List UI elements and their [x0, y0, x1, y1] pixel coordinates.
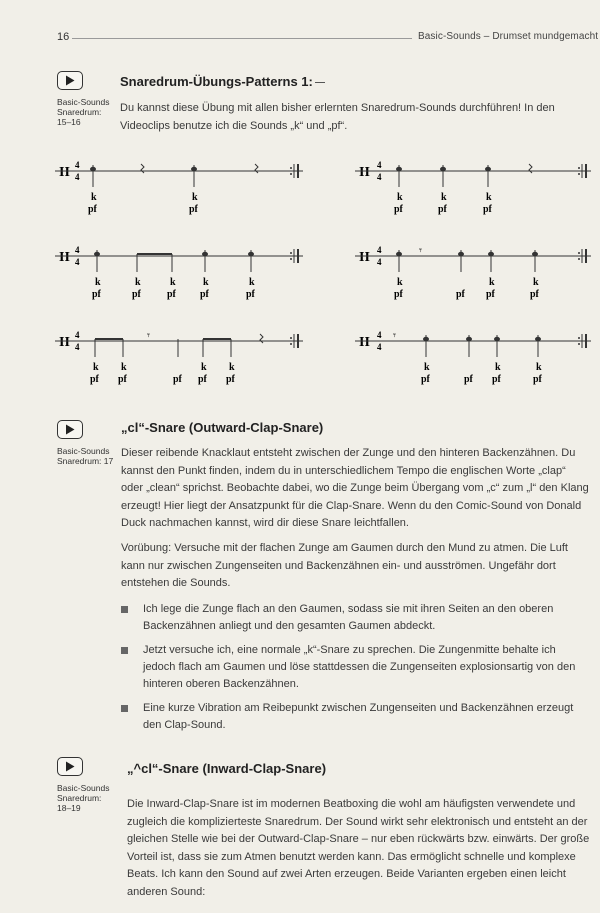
- time-sig-bottom: 4: [377, 257, 382, 267]
- svg-text:II: II: [59, 165, 70, 180]
- note-label-k: k: [249, 277, 255, 288]
- bullet-square-icon: [121, 705, 128, 712]
- video-play-button[interactable]: [57, 420, 83, 439]
- rhythm-pattern-3: [55, 240, 305, 300]
- running-title: Basic-Sounds – Drumset mundgemacht: [418, 31, 599, 42]
- note-label-pf: pf: [118, 374, 127, 385]
- inward-clap-description: Die Inward-Clap-Snare ist im modernen Beatboxing die wohl am häufigsten verwendete und zugleich die komplizierteste Snaredrum. Der Sound wirkt sehr elektronisch und entsteht an der gleichen Stelle wie bei der Outward-Clap-Snare – nur eben rückwärts bzw. einwärts. Der große Vorteil ist, dass sie zum Atmen benutzt werden kann. Das ermöglicht schnelle und komplexe Beats. Ich kann den Sound auf zwei Arten erzeugen. Beide Varianten ergeben einen leicht anderen Sound:: [127, 798, 590, 898]
- note-label-pf: pf: [438, 204, 447, 215]
- note-label-k: k: [441, 192, 447, 203]
- section-heading-inward-clap: „^cl“-Snare (Inward-Clap-Snare): [127, 761, 327, 776]
- video-play-button[interactable]: [57, 71, 83, 90]
- note-label-pf: pf: [200, 289, 209, 300]
- svg-text:𝄾: 𝄾: [393, 330, 396, 342]
- time-sig-top: 4: [75, 245, 80, 255]
- note-label-k: k: [495, 362, 501, 373]
- bullet-square-icon: [121, 606, 128, 613]
- note-label-k: k: [170, 277, 176, 288]
- note-label-pf: pf: [132, 289, 141, 300]
- note-label-k: k: [533, 277, 539, 288]
- play-icon: [65, 424, 75, 435]
- patterns-intro: Du kannst diese Übung mit allen bisher erlernten Snaredrum-Sounds durchführen! In den Videoclips benutze ich die Sounds „k“ und „pf“.: [120, 102, 555, 132]
- note-label-k: k: [486, 192, 492, 203]
- svg-text:𝄾: 𝄾: [419, 245, 422, 257]
- bullet-square-icon: [121, 647, 128, 654]
- note-label-pf: pf: [421, 374, 430, 385]
- video-reference: Basic-Sounds Snaredrum: 17: [57, 446, 114, 466]
- svg-text:II: II: [359, 250, 370, 265]
- note-label-pf: pf: [456, 289, 465, 300]
- note-label-pf: pf: [533, 374, 542, 385]
- svg-text:II: II: [359, 335, 370, 350]
- note-label-pf: pf: [483, 204, 492, 215]
- section-heading-patterns: Snaredrum-Übungs-Patterns 1:: [120, 74, 325, 89]
- rhythm-pattern-1: [55, 155, 305, 215]
- time-sig-bottom: 4: [75, 342, 80, 352]
- time-sig-bottom: 4: [377, 172, 382, 182]
- note-label-pf: pf: [464, 374, 473, 385]
- note-label-k: k: [95, 277, 101, 288]
- time-sig-top: 4: [377, 245, 382, 255]
- time-sig-top: 4: [377, 330, 382, 340]
- play-icon: [65, 761, 75, 772]
- svg-text:II: II: [59, 250, 70, 265]
- note-label-k: k: [397, 192, 403, 203]
- note-label-k: k: [121, 362, 127, 373]
- page-number: 16: [57, 31, 70, 43]
- instruction-list: [121, 601, 589, 741]
- note-label-k: k: [229, 362, 235, 373]
- section-heading-outward-clap: „cl“-Snare (Outward-Clap-Snare): [121, 420, 324, 435]
- time-sig-top: 4: [75, 160, 80, 170]
- note-label-k: k: [93, 362, 99, 373]
- note-label-k: k: [536, 362, 542, 373]
- time-sig-bottom: 4: [75, 172, 80, 182]
- video-play-button[interactable]: [57, 757, 83, 776]
- note-label-pf: pf: [92, 289, 101, 300]
- rhythm-pattern-5: [55, 325, 305, 387]
- play-icon: [65, 75, 75, 86]
- note-label-pf: pf: [167, 289, 176, 300]
- note-label-pf: pf: [394, 204, 403, 215]
- preliminary-exercise: Vorübung: Versuche mit der flachen Zunge am Gaumen durch den Mund zu atmen. Die Luft kann nur zwischen Zungenseiten und Backenzähnen ein- und ausströmen. Ungefähr dort entstehen die Sounds.: [121, 542, 568, 589]
- note-label-k: k: [424, 362, 430, 373]
- note-label-k: k: [192, 192, 198, 203]
- note-label-k: k: [135, 277, 141, 288]
- time-sig-bottom: 4: [377, 342, 382, 352]
- note-label-pf: pf: [226, 374, 235, 385]
- time-sig-top: 4: [377, 160, 382, 170]
- video-reference: Basic-Sounds Snaredrum: 15–16: [57, 97, 110, 127]
- time-sig-bottom: 4: [75, 257, 80, 267]
- note-label-pf: pf: [492, 374, 501, 385]
- rhythm-pattern-6: [355, 325, 595, 387]
- svg-text:𝄾: 𝄾: [147, 330, 150, 342]
- note-label-pf: pf: [88, 204, 97, 215]
- header-rule: [72, 38, 412, 39]
- note-label-pf: pf: [90, 374, 99, 385]
- note-label-pf: pf: [530, 289, 539, 300]
- note-label-k: k: [91, 192, 97, 203]
- video-reference: Basic-Sounds Snaredrum: 18–19: [57, 783, 110, 813]
- rhythm-pattern-2: [355, 155, 595, 215]
- time-sig-top: 4: [75, 330, 80, 340]
- note-label-pf: pf: [246, 289, 255, 300]
- note-label-pf: pf: [198, 374, 207, 385]
- rhythm-pattern-4: [355, 240, 595, 300]
- svg-text:II: II: [359, 165, 370, 180]
- list-item: Ich lege die Zunge flach an den Gaumen, sodass sie mit ihren Seiten an den oberen Backenzähnen anliegt und den gesamten Gaumen abdeckt.: [121, 601, 589, 635]
- note-label-pf: pf: [394, 289, 403, 300]
- note-label-k: k: [489, 277, 495, 288]
- svg-text:II: II: [59, 335, 70, 350]
- note-label-pf: pf: [486, 289, 495, 300]
- note-label-k: k: [397, 277, 403, 288]
- note-label-k: k: [203, 277, 209, 288]
- note-label-k: k: [201, 362, 207, 373]
- list-item: Jetzt versuche ich, eine normale „k“-Snare zu sprechen. Die Zungenmitte behalte ich jedoch flach am Gaumen und löse stattdessen die Zungenseiten explosionsartig von den hinteren oberen Backenzähnen.: [121, 642, 589, 693]
- note-label-pf: pf: [189, 204, 198, 215]
- list-item: Eine kurze Vibration am Reibepunkt zwischen Zungenseiten und Backenzähnen erzeugt den Clap-Sound.: [121, 700, 589, 734]
- outward-clap-description: Dieser reibende Knacklaut entsteht zwischen der Zunge und den hinteren Backenzähnen. Du kannst den Punkt finden, indem du in unterschiedlichem Tempo die englischen Worte „clap“ oder „clean“ sprichst. Beobachte dabei, wo die Zunge beim Übergang vom „c“ zum „l“ den Klang erzeugt! Hier liegt der Ansatzpunkt für die Clap-Snare. Wenn du den Comic-Sound von Donald Duck nachmachen kannst, wird dir diese Snare leichtfallen.: [121, 447, 589, 529]
- note-label-pf: pf: [173, 374, 182, 385]
